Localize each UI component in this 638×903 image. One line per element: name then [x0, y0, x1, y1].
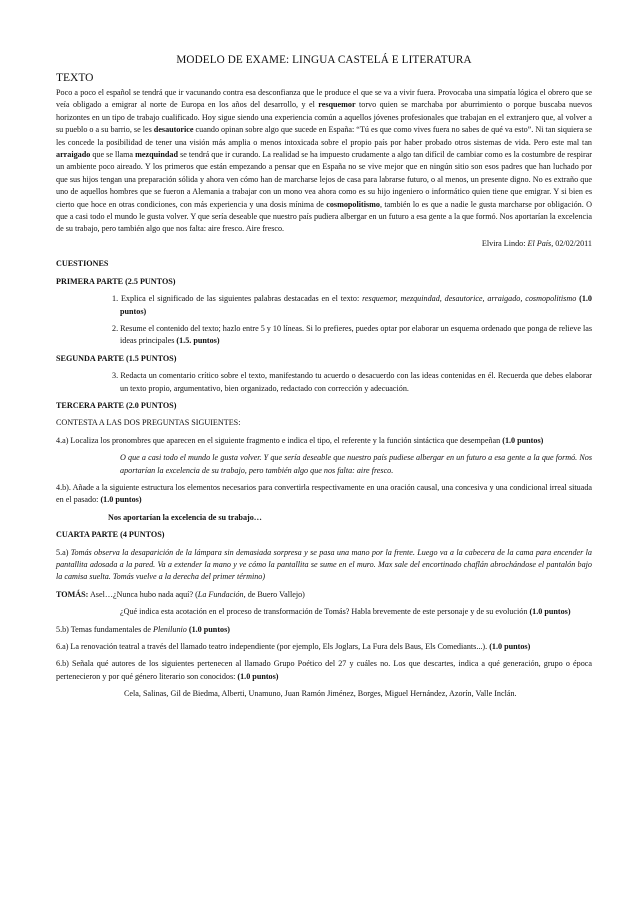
page-title: MODELO DE EXAME: LINGUA CASTELÁ E LITERATURA	[176, 54, 472, 66]
segunda-parte-heading: SEGUNDA PARTE (1.5 PUNTOS)	[56, 353, 177, 363]
question-4b: 4.b). Añade a la siguiente estructura los elementos necesarios para convertirla respectivamente en una oración causal, una concesiva y una condicional irreal situada en el pasado: (1.0 puntos)	[56, 482, 592, 505]
exam-page	[56, 54, 592, 701]
question-6b: 6.b) Señala qué autores de los siguientes pertenecen al llamado Grupo Poético del 27 y cuáles no. Los que descartes, indica a qué generación, grupo o época pertenecieron y por qué género literario son conocidos: (1.0 puntos)	[56, 659, 592, 681]
tomas-line: TOMÁS: Asel…¿Nunca hubo nada aquí? (La Fundación, de Buero Vallejo)	[56, 589, 305, 599]
question-2: 2. Resume el contenido del texto; hazlo entre 5 y 10 líneas. Si lo prefieres, puedes optar por elaborar un esquema ordenado que ponga de relieve las ideas principales (1.5. puntos)	[112, 323, 592, 346]
question-1: 1. Explica el significado de las siguientes palabras destacadas en el texto: resquemor, mezquindad, desautorice, arraigado, cosmopolitismo (1.0 puntos)	[112, 294, 592, 316]
word-arraigado: arraigado	[56, 150, 91, 160]
word-cosmopolitismo: cosmopolitismo	[326, 199, 380, 209]
source-name: El País	[527, 238, 552, 248]
word-mezquindad: mezquindad	[135, 150, 179, 160]
question-6a: 6.a) La renovación teatral a través del llamado teatro independiente (por ejemplo, Els Joglars, La Fura dels Baus, Els Comediants...). (1.0 puntos)	[56, 642, 531, 652]
question-3: 3. Redacta un comentario crítico sobre el texto, manifestando tu acuerdo o desacuerdo con las ideas contenidas en él. Recuerda que debes elaborar un texto propio, argumentativo, bien organizado, redactado con corrección y adecuación.	[112, 371, 592, 393]
main-text: Poco a poco el español se tendrá que ir vacunando contra esa desconfianza que le produce el que se va a vivir fuera. Provocaba una simpatía lógica el obrero que se veía obligado a emigrar al norte de Europa en los años del desarrollo, y el resquemor torvo quien se marchaba por aburrimiento o porque buscaba nuevos horizontes en un tipo de trabajo cualificado. Hoy sigue siendo una experiencia común a aquellos jóvenes profesionales que trabajan en el extranjero que, al volver a su pueblo o a su barrio, se les desautorice cuando opinan sobre algo que sucede en España: “Tú es que como vives fuera no sabes de qué va esto”. Ni tan siquiera se les concede la posibilidad de tener una visión más amplia o menos intoxicada sobre el propio país por haber probado otros sistemas de vida. Pero este mal tan arraigado que se llama mezquindad se tendrá que ir curando. La realidad se ha impuesto crudamente a algo tan difícil de cambiar como es la costumbre de respirar un ambiente poco aireado. Y los primeros que están empezando a pensar que en España no se vive mejor que en ningún sitio son esos padres que han luchado por que sus hijos tengan una preparación sólida y ahora ven cómo han de marcharse lejos de casa para labrarse futuro, o al menos, un presente digno. No es extraño que uno de aquellos hombres que se fueron a Alemania a trabajar con un mono vea ahora como es su hijo ingeniero o informático quien tiene que emigrar. Y si bien es cierto que hoce en otras condiciones, con más experiencia y una dosis mínima de cosmopolitismo, también lo es que a nadie le gusta marcharse por obligación. O que a casi todo el mundo le gusta volver. Y que sería deseable que nuestro país pudiera albergar en un futuro a esa gente a la que formó. Nos aportarían la excelencia de su trabajo, pero también algo que nos falta: aire fresco. Aire fresco.	[56, 88, 592, 234]
word-desautorice: desautorice	[153, 125, 194, 135]
cuestiones-heading: CUESTIONES	[56, 259, 109, 269]
word-resquemor: resquemor	[318, 100, 356, 110]
question-4a: 4.a) Localiza los pronombres que aparecen en el siguiente fragmento e indica el tipo, el referente y la función sintáctica que desempeñan (1.0 puntos)	[56, 435, 544, 445]
question-5b: 5.b) Temas fundamentales de Plenilunio (1.0 puntos)	[56, 624, 230, 634]
texto-heading: TEXTO	[56, 72, 94, 84]
question-4b-phrase: Nos aportarían la excelencia de su trabajo…	[108, 512, 262, 522]
author-citation: Elvira Lindo: El País, 02/02/2011	[481, 238, 592, 248]
contesta-subheading: CONTESTA A LAS DOS PREGUNTAS SIGUIENTES:	[56, 418, 241, 428]
question-6b-authors: Cela, Salinas, Gil de Biedma, Alberti, Unamuno, Juan Ramón Jiménez, Borges, Miguel Hernández, Azorín, Valle Inclán.	[124, 689, 517, 699]
primera-parte-heading: PRIMERA PARTE (2.5 PUNTOS)	[56, 276, 176, 286]
tercera-parte-heading: TERCERA PARTE (2.0 PUNTOS)	[56, 400, 177, 410]
question-5a: ¿Qué indica esta acotación en el proceso de transformación de Tomás? Habla brevemente de este personaje y de su evolución (1.0 puntos)	[120, 607, 571, 617]
question-4a-fragment: O que a casi todo el mundo le gusta volver. Y que sería deseable que nuestro país pudiese albergar en un futuro a esa gente a la que formó. Nos aportarían la excelencia de su trabajo, pero también algo que nos falta: aire fresco.	[120, 453, 592, 475]
cuarta-parte-heading: CUARTA PARTE (4 PUNTOS)	[56, 530, 165, 540]
question-5a-stage-direction: 5.a) Tomás observa la desaparición de la lámpara sin demasiada sorpresa y se pasa una mano por la frente. Luego va a la cabecera de la cama para encender la pantallita adosada a la pared. Va a extender la mano y ve cómo la pantallita se sume en el muro. Max sale del encortinado chaflán abrochándose el pantalón bajo la camisa suelta. Tomás vuelve a la derecha del primer término)	[56, 547, 592, 582]
